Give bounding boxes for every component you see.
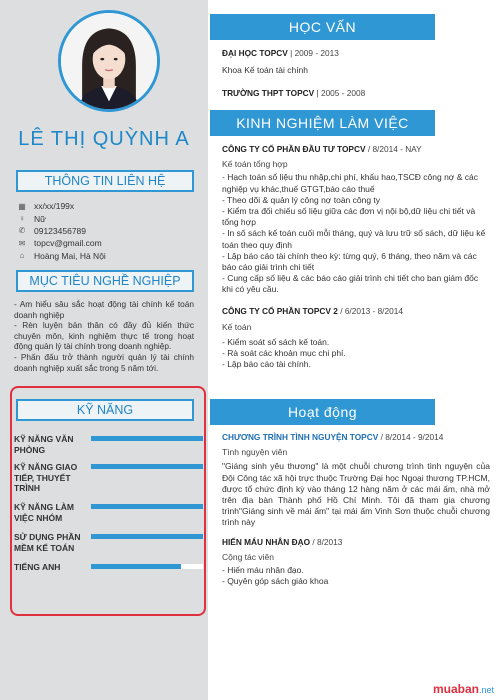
- job-duties: [222, 337, 490, 371]
- watermark-suffix: .net: [478, 685, 494, 695]
- activity-description: "Giáng sinh yêu thương" là một chuỗi chương trình tình nguyện của Đội Công tác xã hội trực thuộc Trường Đại học Ngoại thương TP.HCM, được tổ chức định kỳ vào tháng 12 hàng năm ở các mái ấm, nhà mở trên địa bàn Thành phố Hồ Chí Minh. Tôi đã tham gia chương trình"Giáng sinh về mái ấm" tại mái ấm Vinh Sơn thuộc chuỗi chương trình này: [222, 461, 490, 528]
- job-duties: [222, 172, 490, 295]
- duty-item: - In số sách kế toán cuối mỗi tháng, quý và lưu trữ số sách, dữ liệu kế toán theo quy định: [222, 228, 486, 250]
- activity-role: Tình nguyện viên: [222, 447, 288, 458]
- education-section: [222, 48, 490, 100]
- duty-item: - Hạch toán số liệu thu nhập,chi phí, khấu hao,TSCĐ công nợ & các nghiệp vụ khác,thuế GTGT,báo cáo thuế: [222, 172, 479, 194]
- education-heading: HỌC VẤN: [210, 14, 435, 40]
- objective-heading: MỤC TIÊU NGHỀ NGHIỆP: [16, 270, 194, 292]
- duty-item: - Lập báo cáo tài chính.: [222, 359, 311, 370]
- skill-label: KỸ NĂNG GIAO TIẾP, THUYẾT TRÌNH: [14, 462, 78, 493]
- skill-bar: [91, 436, 203, 441]
- contact-address: [16, 250, 196, 262]
- duty-item: - Kiểm tra đối chiếu số liệu giữa các đơn vị nội bộ,dữ liệu chi tiết và tổng hợp: [222, 206, 476, 228]
- calendar-icon: ▦: [18, 201, 26, 211]
- contact-birthdate: [16, 200, 196, 212]
- skill-label: KỸ NĂNG LÀM VIỆC NHÓM: [14, 502, 74, 523]
- company-period: 6/2013 - 8/2014: [344, 305, 403, 316]
- school-name: TRƯỜNG THPT TOPCV: [222, 88, 315, 99]
- objective-line: - Rèn luyện bản thân có đầy đủ kiến thức chuyên môn, kinh nghiệm thực tế trong hoạt động quản lý tài chính trong doanh nghiệp.: [14, 320, 194, 352]
- candidate-name: LÊ THỊ QUỲNH A: [18, 128, 190, 150]
- contact-list: [16, 200, 196, 262]
- skills-heading: KỸ NĂNG: [16, 399, 194, 421]
- skill-bar: [91, 564, 203, 569]
- portrait-photo: [61, 13, 157, 109]
- duty-item: - Theo dõi & quản lý công nợ toàn công ty: [222, 194, 381, 205]
- duty-item: - Kiểm soát số sách kế toán.: [222, 337, 330, 348]
- skill-bar: [91, 504, 203, 509]
- activity-name: HIẾN MÁU NHÂN ĐẠO: [222, 536, 311, 547]
- gender-text: Nữ: [34, 213, 46, 224]
- company-entry: CÔNG TY CỔ PHẦN ĐẦU TƯ TOPCV / 8/2014 - NAY: [222, 144, 422, 154]
- job-title: Kế toán tổng hợp: [222, 159, 288, 170]
- birthdate-text: xx/xx/199x: [34, 201, 75, 212]
- activity-entry: CHƯƠNG TRÌNH TÌNH NGUYỆN TOPCV / 8/2014 - 9/2014: [222, 432, 444, 442]
- email-text: topcv@gmail.com: [34, 238, 102, 249]
- phone-text: 09123456789: [34, 225, 87, 236]
- skill-bar: [91, 464, 203, 469]
- company-entry: CÔNG TY CỔ PHẦN TOPCV 2 / 6/2013 - 8/2014: [222, 305, 403, 316]
- address-text: Hoàng Mai, Hà Nội: [34, 250, 106, 261]
- experience-heading: KINH NGHIỆM LÀM VIỆC: [210, 110, 435, 136]
- skill-bar-fill: [91, 464, 203, 469]
- school-name: ĐẠI HỌC TOPCV: [222, 48, 288, 58]
- skill-label: TIẾNG ANH: [14, 562, 61, 572]
- contact-heading: THÔNG TIN LIÊN HỆ: [16, 170, 194, 192]
- contact-email: [16, 237, 196, 249]
- school-period: 2005 - 2008: [320, 88, 366, 99]
- education-entry: TRƯỜNG THPT TOPCV | 2005 - 2008: [222, 88, 366, 99]
- activity-section: [222, 432, 490, 587]
- duty-item: - Rà soát các khoản mục chi phí.: [222, 348, 346, 359]
- company-name: CÔNG TY CỔ PHẦN ĐẦU TƯ TOPCV: [222, 144, 366, 154]
- skill-bar-fill: [91, 564, 181, 569]
- activity-period: 8/2014 - 9/2014: [385, 432, 444, 442]
- site-watermark: [433, 682, 494, 696]
- duty-item: - Cung cấp số liệu & các báo cáo giải trình chi tiết cho ban giám đốc khi có yêu cầu.: [222, 273, 479, 295]
- activity-items: [222, 565, 490, 587]
- activity-period: 8/2013: [316, 536, 343, 547]
- objective-text: [14, 299, 194, 373]
- skill-bar-fill: [91, 534, 203, 539]
- activity-heading: Hoạt động: [210, 399, 435, 425]
- duty-item: - Lập báo cáo tài chính theo kỳ: từng quý, 6 tháng, theo năm và các báo cáo giải trình chi tiết: [222, 250, 477, 273]
- person-icon: ♀: [19, 214, 25, 224]
- profile-photo: [58, 10, 160, 112]
- school-detail: Khoa Kế toán tài chính: [222, 65, 309, 76]
- company-period: 8/2014 - NAY: [372, 144, 422, 154]
- job-title: Kế toán: [222, 321, 252, 332]
- objective-line: - Am hiểu sâu sắc hoạt động tài chính kế toán doanh nghiệp: [14, 299, 194, 320]
- school-period: 2009 - 2013: [294, 48, 339, 58]
- mail-icon: ✉: [18, 238, 26, 248]
- contact-gender: [16, 212, 196, 224]
- activity-role: Cộng tác viên: [222, 551, 274, 562]
- phone-icon: ✆: [18, 226, 26, 236]
- activity-entry: HIẾN MÁU NHÂN ĐẠO / 8/2013: [222, 536, 343, 547]
- skill-bar: [91, 534, 203, 539]
- activity-item: - Quyên góp sách giáo khoa: [222, 576, 329, 587]
- activity-item: - Hiến máu nhân đạo.: [222, 565, 304, 576]
- experience-section: [222, 144, 490, 371]
- skill-bar-fill: [91, 436, 203, 441]
- skill-label: SỬ DỤNG PHẦN MỀM KẾ TOÁN: [14, 532, 81, 553]
- skill-bar-fill: [91, 504, 203, 509]
- location-icon: ⌂: [19, 251, 25, 261]
- skill-label: KỸ NĂNG VĂN PHÒNG: [14, 434, 74, 455]
- contact-phone: [16, 225, 196, 237]
- company-name: CÔNG TY CỔ PHẦN TOPCV 2: [222, 305, 338, 316]
- objective-line: - Phấn đấu trở thành người quản lý tài chính doanh nghiệp xuất sắc trong 5 năm tới.: [14, 351, 194, 373]
- education-entry: ĐẠI HỌC TOPCV | 2009 - 2013: [222, 48, 339, 58]
- watermark-brand: muaban: [432, 682, 479, 696]
- activity-name: CHƯƠNG TRÌNH TÌNH NGUYỆN TOPCV: [222, 432, 379, 442]
